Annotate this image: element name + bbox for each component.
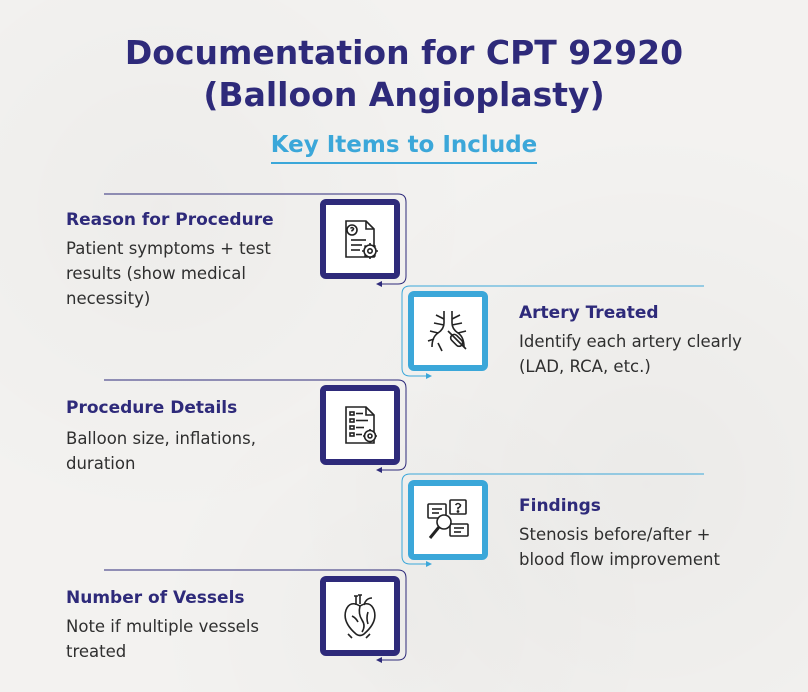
item-title: Artery Treated: [519, 303, 659, 323]
item-description: Balloon size, inflations, duration: [66, 429, 256, 473]
page-title-line-2: (Balloon Angioplasty): [203, 75, 605, 114]
page-title-line-1: Documentation for CPT 92920: [124, 33, 684, 72]
item-title: Number of Vessels: [66, 588, 245, 608]
subtitle-text: Key Items to Include: [271, 132, 538, 164]
document-gear-icon: [320, 385, 400, 465]
item-title: Procedure Details: [66, 398, 238, 418]
magnifier-report-icon: [408, 480, 488, 560]
item-description: Patient symptoms + test results (show medical necessity): [66, 239, 271, 308]
artery-balloon-icon: [408, 291, 488, 371]
item-title: Findings: [519, 496, 601, 516]
document-question-gear-icon: [320, 199, 400, 279]
item-description: Stenosis before/after + blood flow improvement: [519, 525, 720, 569]
item-description: Identify each artery clearly (LAD, RCA, etc.): [519, 332, 742, 376]
item-title: Reason for Procedure: [66, 210, 274, 230]
heart-vessels-icon: [320, 576, 400, 656]
item-description: Note if multiple vessels treated: [66, 617, 260, 661]
